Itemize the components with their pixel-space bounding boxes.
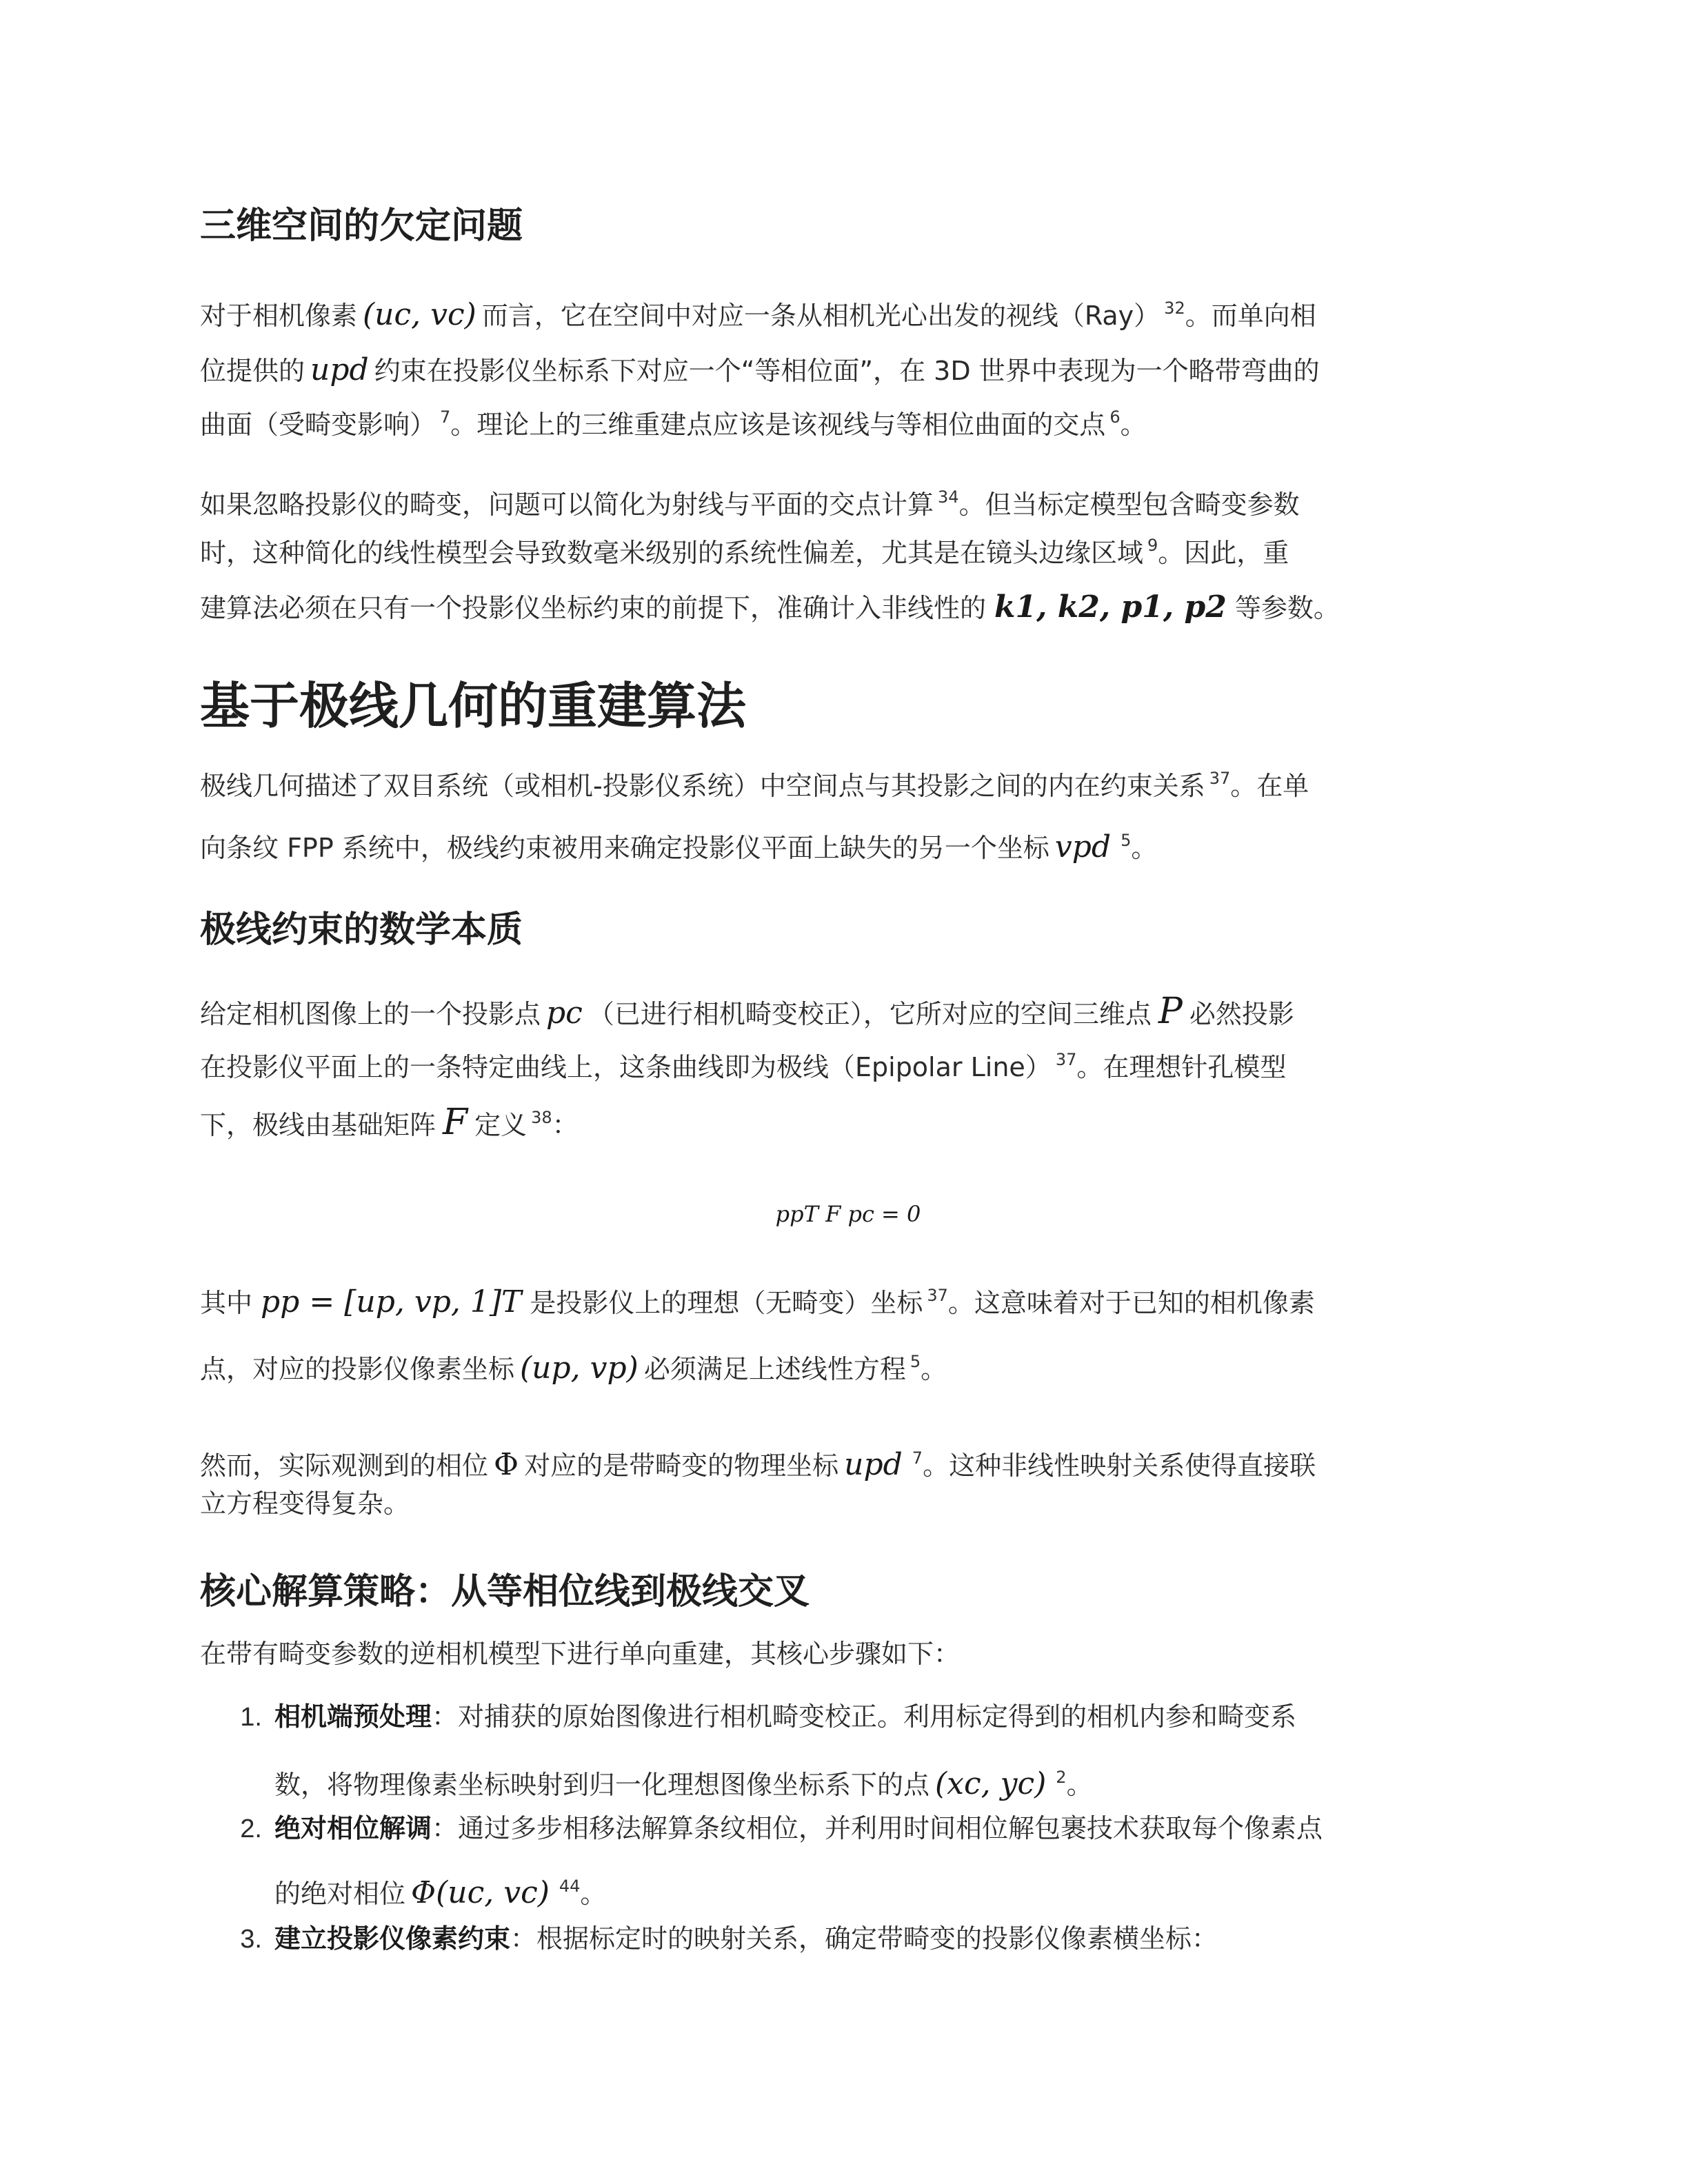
text: 。但当标定模型包含畸变参数: [958, 489, 1300, 520]
paragraph-line: [200, 754, 1309, 810]
math-inline: (up, vp): [520, 1351, 639, 1386]
list-item: [200, 1689, 1296, 1745]
paragraph-line: [200, 1479, 410, 1528]
list-number: 1.: [240, 1703, 262, 1732]
citation-ref[interactable]: 37: [1055, 1050, 1077, 1069]
citation-ref[interactable]: 5: [910, 1352, 921, 1371]
text: （已进行相机畸变校正），它所对应的空间三维点: [587, 999, 1152, 1029]
math-inline: Φ(uc, vc): [411, 1875, 550, 1910]
list-item-title: 绝对相位解调: [274, 1813, 432, 1843]
text: 。: [1120, 410, 1147, 440]
text: 。在理想针孔模型: [1076, 1052, 1287, 1082]
citation-ref[interactable]: 44: [559, 1877, 581, 1896]
citation-ref[interactable]: 38: [531, 1108, 552, 1127]
text: 约束在投影仪坐标系下对应一个“等相位面”，在 3D 世界中表现为一个略带弯曲的: [374, 356, 1320, 386]
list-number: 2.: [240, 1814, 262, 1843]
citation-ref[interactable]: 34: [938, 487, 959, 507]
text: 。这意味着对于已知的相机像素: [947, 1288, 1315, 1318]
text: ：: [552, 1110, 579, 1140]
paragraph-line: [200, 1093, 579, 1149]
text: 在投影仪平面上的一条特定曲线上，这条曲线即为极线（Epipolar Line）: [200, 1052, 1052, 1082]
list-item: [200, 1911, 1218, 1967]
text: 必然投影: [1189, 999, 1294, 1029]
text: 时，这种简化的线性模型会导致数毫米级别的系统性偏差，尤其是在镜头边缘区域: [200, 538, 1144, 568]
text: 建算法必须在只有一个投影仪坐标约束的前提下，准确计入非线性的: [200, 593, 987, 623]
citation-ref[interactable]: 9: [1147, 536, 1158, 555]
citation-ref[interactable]: 37: [927, 1286, 948, 1305]
text: 。这种非线性映射关系使得直接联: [923, 1450, 1316, 1481]
math-inline: F: [443, 1102, 468, 1143]
text: 。: [921, 1354, 947, 1384]
text: 数，将物理像素坐标映射到归一化理想图像坐标系下的点: [274, 1770, 930, 1800]
citation-ref[interactable]: 7: [440, 407, 451, 427]
citation-ref[interactable]: 5: [1121, 831, 1132, 850]
chapter-heading: 基于极线几何的重建算法: [200, 677, 747, 735]
text: 立方程变得复杂。: [200, 1488, 410, 1519]
text: 等参数。: [1234, 593, 1340, 623]
text: 。: [1131, 833, 1158, 863]
math-inline: P: [1158, 991, 1183, 1032]
text: 定义: [474, 1110, 528, 1140]
text: 曲面（受畸变影响）: [200, 410, 436, 440]
display-equation: ppT F pc = 0: [775, 1201, 921, 1227]
list-item-title: 建立投影仪像素约束: [274, 1923, 511, 1954]
text: 如果忽略投影仪的畸变，问题可以简化为射线与平面的交点计算: [200, 489, 934, 520]
paragraph-line: [200, 284, 1316, 340]
list-number: 3.: [240, 1925, 262, 1954]
text: ：根据标定时的映射关系，确定带畸变的投影仪像素横坐标：: [510, 1923, 1218, 1954]
math-inline: upd: [310, 352, 369, 387]
text: 。因此，重: [1158, 538, 1289, 568]
citation-ref[interactable]: 7: [912, 1448, 923, 1468]
text: 。: [1066, 1770, 1093, 1800]
math-inline: (xc, yc): [935, 1766, 1047, 1801]
list-item: [200, 1801, 1323, 1857]
text: 给定相机图像上的一个投影点: [200, 999, 541, 1029]
text: 极线几何描述了双目系统（或相机-投影仪系统）中空间点与其投影之间的内在约束关系: [200, 771, 1205, 801]
citation-ref[interactable]: 2: [1056, 1768, 1067, 1787]
text: ：通过多步相移法解算条纹相位，并利用时间相位解包裹技术获取每个像素点: [432, 1813, 1323, 1843]
paragraph-line: 在带有畸变参数的逆相机模型下进行单向重建，其核心步骤如下：: [200, 1639, 961, 1669]
text: 。而单向相: [1185, 301, 1316, 331]
paragraph-line: [200, 1271, 1315, 1327]
text: 。: [580, 1879, 607, 1909]
text: 而言，它在空间中对应一条从相机光心出发的视线（Ray）: [481, 301, 1160, 331]
paragraph-line: [200, 816, 1157, 872]
paragraph-line: [200, 1337, 947, 1393]
paragraph-line: [200, 346, 1320, 395]
text: 点，对应的投影仪像素坐标: [200, 1354, 515, 1384]
math-inline: pp = [up, vp, 1]T: [261, 1284, 522, 1320]
citation-ref[interactable]: 37: [1209, 769, 1231, 788]
paragraph-line: [200, 583, 1340, 632]
citation-ref[interactable]: 6: [1109, 407, 1121, 427]
list-item-title: 相机端预处理: [274, 1701, 432, 1732]
math-inline: vpd: [1054, 829, 1112, 865]
text: 对应的是带畸变的物理坐标: [524, 1450, 839, 1481]
math-inline: Φ: [494, 1447, 519, 1482]
paragraph-line: [200, 521, 1289, 577]
text: 位提供的: [200, 356, 305, 386]
section-heading: 核心解算策略：从等相位线到极线交叉: [200, 1571, 810, 1612]
math-inline: k1, k2, p1, p2: [994, 589, 1227, 625]
text: 。理论上的三维重建点应该是该视线与等相位曲面的交点: [450, 410, 1106, 440]
section-heading: 极线约束的数学本质: [200, 909, 523, 951]
text: 的绝对相位: [274, 1879, 406, 1909]
paragraph-line: [200, 987, 1294, 1038]
text: 对于相机像素: [200, 301, 358, 331]
text: 然而，实际观测到的相位: [200, 1450, 489, 1481]
text: ：对捕获的原始图像进行相机畸变校正。利用标定得到的相机内参和畸变系: [432, 1701, 1297, 1732]
text: 必须满足上述线性方程: [643, 1354, 906, 1384]
section-heading: 三维空间的欠定问题: [200, 205, 523, 247]
paragraph-line: [200, 473, 1300, 529]
paragraph-line: [200, 1035, 1286, 1091]
text: 。在单: [1230, 771, 1309, 801]
math-inline: (uc, vc): [363, 297, 476, 332]
text: 其中: [200, 1288, 253, 1318]
paragraph-line: [200, 393, 1147, 449]
text: 向条纹 FPP 系统中，极线约束被用来确定投影仪平面上缺失的另一个坐标: [200, 833, 1049, 863]
math-inline: upd: [844, 1447, 903, 1482]
text: 下，极线由基础矩阵: [200, 1110, 436, 1140]
text: 是投影仪上的理想（无畸变）坐标: [530, 1288, 923, 1318]
math-inline: pc: [546, 995, 583, 1031]
citation-ref[interactable]: 32: [1164, 299, 1185, 318]
